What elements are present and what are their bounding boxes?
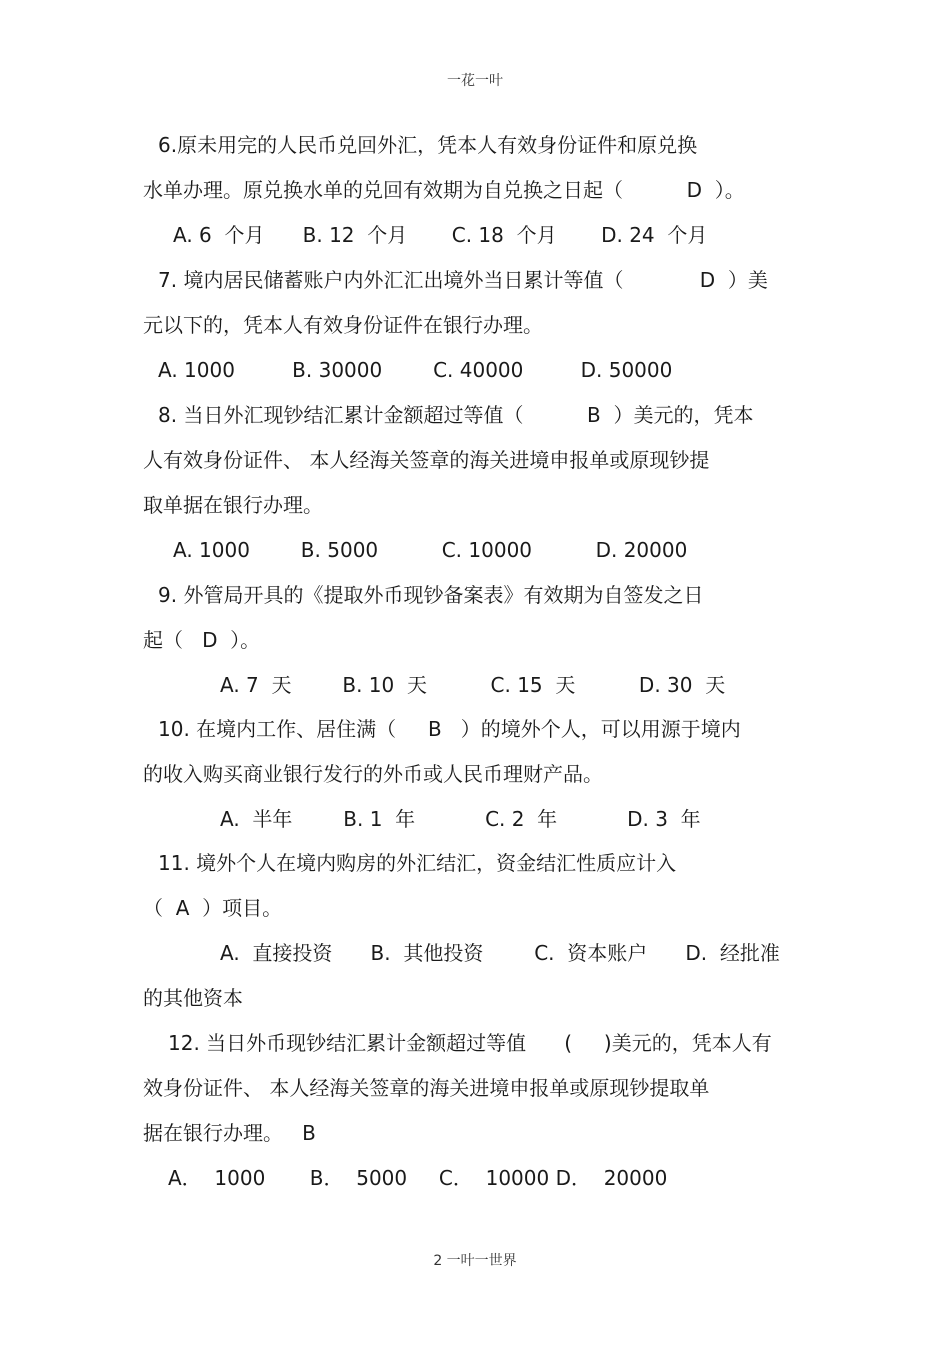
q6-options: A. 6 个月 B. 12 个月 C. 18 个月 D. 24 个月	[173, 223, 708, 247]
q11-line-2: （ A ）项目。	[143, 896, 283, 920]
q9-line-1: 9. 外管局开具的《提取外币现钞备案表》有效期为自签发之日	[158, 583, 704, 607]
q8-line-1: 8. 当日外汇现钞结汇累计金额超过等值（ B ）美元的，凭本	[158, 403, 754, 427]
q8-options: A. 1000 B. 5000 C. 10000 D. 20000	[173, 538, 688, 562]
q8-line-3: 取单据在银行办理。	[143, 493, 323, 517]
q12-line-1: 12. 当日外币现钞结汇累计金额超过等值 ( )美元的，凭本人有	[168, 1031, 772, 1055]
q12-options: A． 1000 B． 5000 C． 10000 D． 20000	[168, 1166, 668, 1190]
q7-line-1: 7. 境内居民储蓄账户内外汇汇出境外当日累计等值（ D ）美	[158, 268, 768, 292]
page-header: 一花一叶	[447, 73, 503, 89]
q6-line-1: 6.原未用完的人民币兑回外汇，凭本人有效身份证件和原兑换	[158, 133, 698, 157]
q9-options: A. 7 天 B. 10 天 C. 15 天 D. 30 天	[220, 673, 726, 697]
q11-line-1: 11. 境外个人在境内购房的外汇结汇，资金结汇性质应计入	[158, 851, 677, 875]
q10-line-1: 10. 在境内工作、居住满（ B ）的境外个人，可以用源于境内	[158, 717, 741, 741]
q10-options: A. 半年 B. 1 年 C. 2 年 D. 3 年	[220, 807, 701, 831]
q11-options-cont: 的其他资本	[143, 986, 243, 1010]
page-footer: 2 一叶一世界	[433, 1253, 517, 1269]
q8-line-2: 人有效身份证件、 本人经海关签章的海关进境申报单或原现钞提	[143, 448, 710, 472]
q6-line-2: 水单办理。原兑换水单的兑回有效期为自兑换之日起（ D ）。	[143, 178, 745, 202]
q11-options: A. 直接投资 B. 其他投资 C. 资本账户 D. 经批准	[220, 941, 780, 965]
q7-options: A. 1000 B. 30000 C. 40000 D. 50000	[158, 358, 673, 382]
q10-line-2: 的收入购买商业银行发行的外币或人民币理财产品。	[143, 762, 603, 786]
q9-line-2: 起（ D ）。	[143, 628, 261, 652]
q12-line-3: 据在银行办理。 B	[143, 1121, 316, 1145]
q7-line-2: 元以下的，凭本人有效身份证件在银行办理。	[143, 313, 543, 337]
q12-line-2: 效身份证件、 本人经海关签章的海关进境申报单或原现钞提取单	[143, 1076, 710, 1100]
